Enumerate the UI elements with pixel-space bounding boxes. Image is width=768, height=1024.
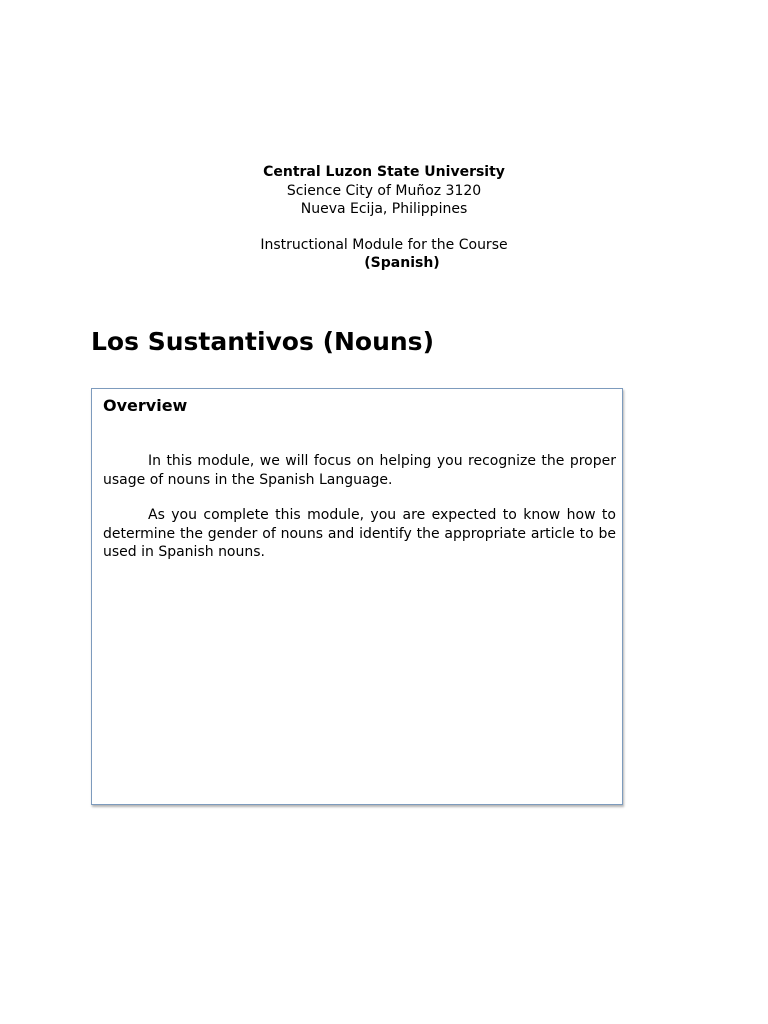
module-label: Instructional Module for the Course (260, 236, 508, 253)
overview-paragraph-2: As you complete this module, you are expected to know how to determine the gender of nouns and identify the appropriate article to be used in Spanish nouns. (103, 507, 616, 560)
document-header (0, 163, 768, 273)
overview-box (91, 388, 623, 805)
header-spacer (0, 219, 768, 236)
overview-paragraph-1: In this module, we will focus on helping you recognize the proper usage of nouns in the Spanish Language. (103, 453, 616, 488)
course-name: (Spanish) (364, 255, 440, 271)
address-line-1: Science City of Muñoz 3120 (286, 182, 482, 199)
module-title: Los Sustantivos (Nouns) (91, 327, 434, 356)
overview-heading: Overview (103, 396, 188, 415)
university-name: Central Luzon State University (263, 164, 505, 180)
address-line-2: Nueva Ecija, Philippines (300, 201, 468, 217)
